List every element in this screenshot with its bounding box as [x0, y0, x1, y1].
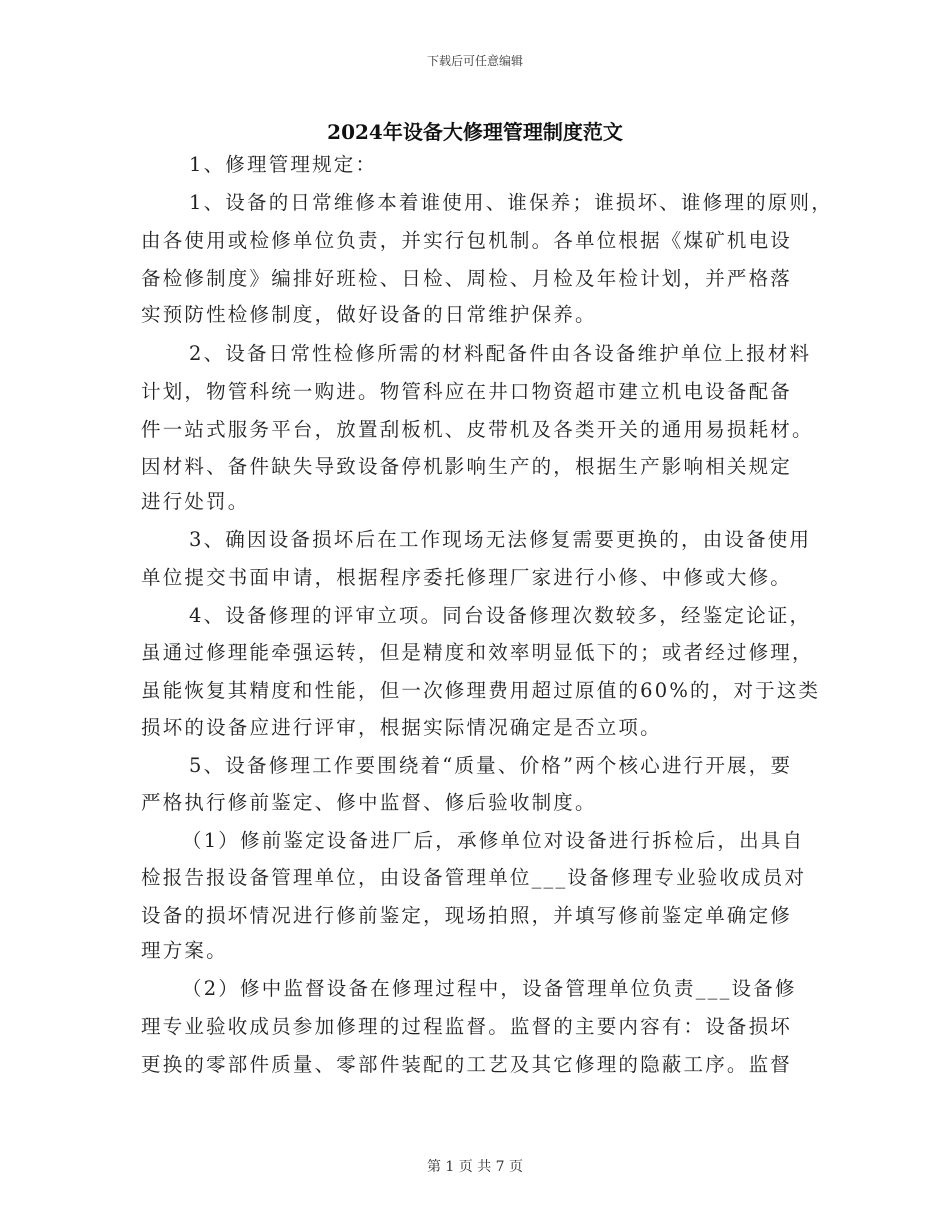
paragraph-line: 件一站式服务平台，放置刮板机、皮带机及各类开关的通用易损耗材。	[141, 418, 814, 441]
paragraph-line: （2）修中监督设备在修理过程中，设备管理单位负责___设备修	[182, 977, 797, 1000]
paragraph-line: 理方案。	[141, 939, 228, 962]
paragraph-line: 虽能恢复其精度和性能，但一次修理费用超过原值的60%的，对于这类	[141, 679, 821, 702]
paragraph-line: 5、设备修理工作要围绕着“质量、价格”两个核心进行开展，要	[189, 754, 793, 777]
section-heading: 1、修理管理规定：	[189, 153, 378, 176]
paragraph-line: 3、确因设备损坏后在工作现场无法修复需要更换的，由设备使用	[189, 528, 812, 551]
paragraph-line: 理专业验收成员参加修理的过程监督。监督的主要内容有：设备损坏	[141, 1015, 793, 1038]
paragraph-line: 因材料、备件缺失导致设备停机影响生产的，根据生产影响相关规定	[141, 455, 793, 478]
paragraph-line: 备检修制度》编排好班检、日检、周检、月检及年检计划，并严格落	[141, 267, 793, 290]
paragraph-line: 单位提交书面申请，根据程序委托修理厂家进行小修、中修或大修。	[141, 566, 793, 589]
paragraph-line: 检报告报设备管理单位，由设备管理单位___设备修理专业验收成员对	[141, 866, 807, 889]
paragraph-line: 2、设备日常性检修所需的材料配备件由各设备维护单位上报材料	[189, 342, 812, 365]
document-title: 2024年设备大修理管理制度范文	[327, 120, 623, 144]
paragraph-line: 实预防性检修制度，做好设备的日常维护保养。	[141, 303, 597, 326]
paragraph-line: 1、设备的日常维修本着谁使用、谁保养；谁损坏、谁修理的原则，	[189, 191, 833, 214]
paragraph-line: 更换的零部件质量、零部件装配的工艺及其它修理的隐蔽工序。监督	[141, 1053, 793, 1076]
paragraph-line: 虽通过修理能牵强运转，但是精度和效率明显低下的；或者经过修理，	[141, 641, 814, 664]
paragraph-line: 设备的损坏情况进行修前鉴定，现场拍照，并填写修前鉴定单确定修	[141, 904, 793, 927]
paragraph-line: 由各使用或检修单位负责，并实行包机制。各单位根据《煤矿机电设	[141, 229, 793, 252]
page-number: 第 1 页 共 7 页	[426, 1159, 524, 1175]
paragraph-line: （1）修前鉴定设备进厂后，承修单位对设备进行拆检后，出具自	[182, 829, 805, 852]
paragraph-line: 损坏的设备应进行评审，根据实际情况确定是否立项。	[141, 716, 662, 739]
page-header-note: 下载后可任意编辑	[426, 54, 523, 68]
paragraph-line: 计划，物管科统一购进。物管科应在井口物资超市建立机电设备配备	[141, 380, 793, 403]
paragraph-line: 严格执行修前鉴定、修中监督、修后验收制度。	[141, 791, 597, 814]
paragraph-line: 进行处罚。	[141, 490, 250, 513]
paragraph-line: 4、设备修理的评审立项。同台设备修理次数较多，经鉴定论证，	[189, 604, 812, 627]
